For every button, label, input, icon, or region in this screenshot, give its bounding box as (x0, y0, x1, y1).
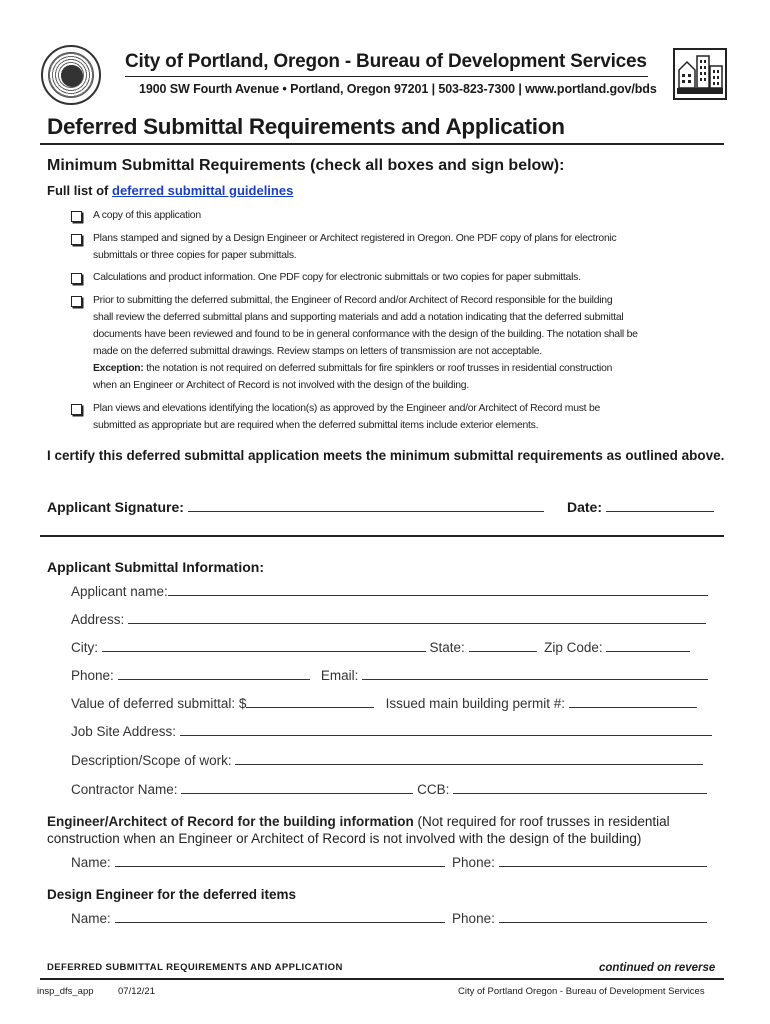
city-seal-logo (41, 45, 101, 105)
eor-phone-field[interactable] (499, 855, 707, 867)
signature-label: Applicant Signature: (47, 499, 184, 515)
full-list-prefix: Full list of (47, 183, 112, 198)
value-permit-row: Value of deferred submittal: $ Issued main building permit #: (71, 696, 697, 711)
applicant-name-field[interactable] (168, 584, 708, 596)
city-state-zip-row: City: State: Zip Code: (71, 640, 690, 655)
requirement-checkbox-1[interactable] (71, 211, 82, 222)
requirement-item-3: Calculations and product information. One PDF copy for electronic submittals or two copies for paper submittals. (93, 272, 581, 283)
exception-label: Exception: (93, 363, 144, 374)
scope-row: Description/Scope of work: (71, 753, 703, 768)
date-label: Date: (567, 499, 603, 515)
phone-field[interactable] (118, 668, 310, 680)
requirement-item-5: Plan views and elevations identifying the location(s) as approved by the Engineer and/or Architect of Record must be submitted as appropriate but are required when the deferred submittal items include exterior elements. (93, 403, 601, 431)
eor-heading: Engineer/Architect of Record for the building information (Not required for roof trusses in residential construction when an Engineer or Architect of Record is not involved with the design of the building) (47, 814, 670, 846)
scope-field[interactable] (235, 753, 703, 765)
signature-field[interactable] (188, 500, 544, 512)
eor-row: Name: Phone: (71, 855, 707, 870)
full-list-line (47, 183, 293, 198)
requirement-checkbox-3[interactable] (71, 273, 82, 284)
org-address: 1900 SW Fourth Avenue • Portland, Oregon 97201 | 503-823-7300 | www.portland.gov/bds (139, 82, 657, 96)
footer-continued: continued on reverse (599, 962, 716, 974)
ccb-field[interactable] (453, 782, 707, 794)
applicant-name-row: Applicant name: (71, 584, 708, 599)
org-title: City of Portland, Oregon - Bureau of Development Services (125, 51, 647, 72)
email-field[interactable] (362, 668, 708, 680)
design-engineer-heading: Design Engineer for the deferred items (47, 887, 297, 902)
contractor-field[interactable] (181, 782, 413, 794)
certification-statement: I certify this deferred submittal application meets the minimum submittal requirements as outlined above. (47, 448, 725, 463)
date-field[interactable] (606, 500, 714, 512)
job-site-row: Job Site Address: (71, 724, 712, 739)
footer-form-date: 07/12/21 (118, 986, 155, 997)
state-field[interactable] (469, 640, 537, 652)
requirement-checkbox-5[interactable] (71, 404, 82, 415)
city-field[interactable] (102, 640, 426, 652)
design-engineer-phone-field[interactable] (499, 911, 707, 923)
zip-field[interactable] (606, 640, 690, 652)
requirement-item-1: A copy of this application (93, 210, 201, 221)
guidelines-link[interactable]: deferred submittal guidelines (112, 183, 294, 198)
footer-org: City of Portland Oregon - Bureau of Development Services (458, 986, 705, 997)
value-field[interactable] (246, 696, 374, 708)
eor-name-field[interactable] (115, 855, 445, 867)
min-requirements-heading: Minimum Submittal Requirements (check all boxes and sign below): (47, 157, 565, 174)
requirement-item-2: Plans stamped and signed by a Design Engineer or Architect registered in Oregon. One PDF copy of plans for electronic submittals or three copies for paper submittals. (93, 233, 617, 261)
permit-field[interactable] (569, 696, 697, 708)
job-site-field[interactable] (180, 724, 712, 736)
contractor-row: Contractor Name: CCB: (71, 782, 707, 797)
requirement-item-4: Prior to submitting the deferred submittal, the Engineer of Record and/or Architect of Record responsible for the building shall review the deferred submittal plans and supporting materials and add a notation indicating that the deferred submittal documents have been reviewed and found to be in general conformance with the design of the building. The notation shall be made on the deferred submittal drawings. Review stamps on letters of transmission are not acceptable. Exception: the notation is not required on deferred submittals for fire spinklers or roof trusses in residential construction when an Engineer or Architect of Record is not involved with the design of the building. (93, 295, 638, 391)
bds-building-logo (673, 48, 727, 100)
requirement-checkbox-2[interactable] (71, 234, 82, 245)
header-rule (125, 76, 648, 77)
requirement-checkbox-4[interactable] (71, 296, 82, 307)
footer-rule (40, 978, 724, 980)
document-title: Deferred Submittal Requirements and Application (47, 114, 565, 139)
title-rule (40, 143, 724, 145)
signature-row (47, 499, 603, 515)
footer-form-title: DEFERRED SUBMITTAL REQUIREMENTS AND APPLICATION (47, 962, 343, 973)
address-row: Address: (71, 612, 706, 627)
address-field[interactable] (128, 612, 706, 624)
design-engineer-row: Name: Phone: (71, 911, 707, 926)
section-rule (40, 535, 724, 537)
applicant-heading: Applicant Submittal Information: (47, 559, 264, 575)
footer-form-code: insp_dfs_app (37, 986, 94, 997)
design-engineer-name-field[interactable] (115, 911, 445, 923)
phone-email-row: Phone: Email: (71, 668, 708, 683)
